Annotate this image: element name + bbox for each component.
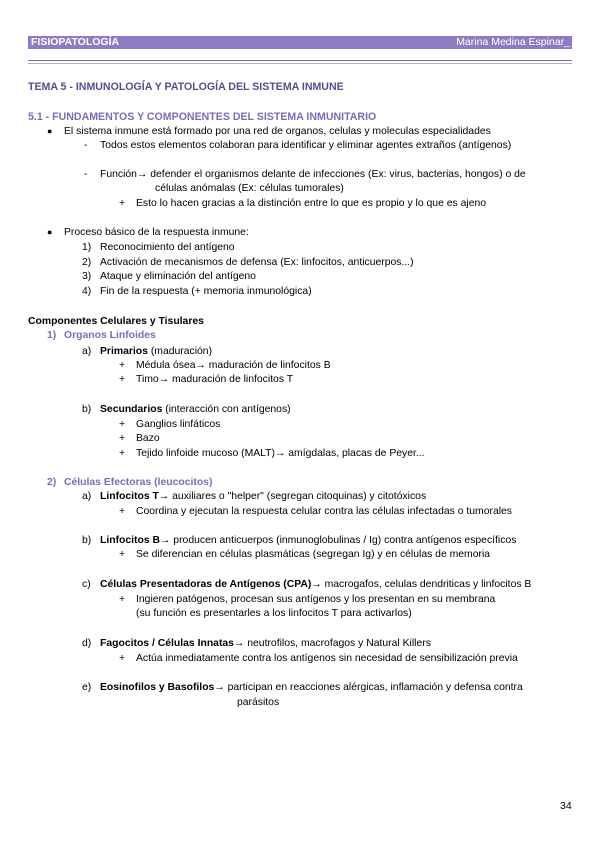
- plus-marker: +: [119, 419, 126, 430]
- plus-marker: +: [119, 198, 126, 209]
- cells-eosinophils-cont: parásitos: [237, 697, 280, 708]
- cells-t-detail: Coordina y ejecutan la respuesta celular contra las células infectadas o tumorales: [136, 506, 513, 517]
- organs-secondary-desc: (interacción con antígenos): [162, 404, 291, 415]
- header-subject: FISIOPATOLOGÍA: [31, 36, 120, 48]
- page-number: 34: [560, 800, 572, 812]
- organs-number: 1): [47, 330, 57, 341]
- cells-eosinophils-label: Eosinofilos y Basofilos: [100, 682, 215, 693]
- cells-eosinophils-desc: → participan en reacciones alérgicas, inflamación y defensa contra: [214, 682, 523, 693]
- cells-b-desc: → producen anticuerpos (inmunoglobulinas / Ig) contra antígenos específicos: [160, 535, 517, 546]
- plus-marker: +: [119, 594, 126, 605]
- item-letter: b): [82, 535, 92, 546]
- cells-eosinophils: [100, 681, 523, 694]
- step-number: 2): [82, 257, 92, 268]
- intro-plus-1: Esto lo hacen gracias a la distinción entre lo que es propio y lo que es ajeno: [136, 198, 487, 209]
- item-letter: a): [82, 491, 92, 502]
- organs-primary-desc: (maduración): [147, 346, 213, 357]
- plus-marker: +: [119, 549, 126, 560]
- organs-secondary-item: Bazo: [136, 433, 160, 444]
- cells-t-desc: → auxiliares o "helper" (segregan citoquinas) y citotóxicos: [158, 491, 427, 502]
- plus-marker: +: [119, 360, 126, 371]
- cells-t-label: Linfocitos T: [100, 491, 159, 502]
- bullet-dot: ●: [47, 126, 53, 136]
- organs-secondary-label: Secundarios: [100, 404, 163, 415]
- cells-t-lymphocytes: [100, 490, 426, 503]
- organs-primary-label: Primarios: [100, 346, 148, 357]
- header-divider-secondary: [28, 63, 572, 64]
- cells-phagocytes: [100, 637, 431, 650]
- step-number: 4): [82, 286, 92, 297]
- intro-bullet-2: Proceso básico de la respuesta inmune:: [64, 227, 249, 238]
- step-text: Ataque y eliminación del antígeno: [100, 271, 256, 282]
- header-divider: [28, 60, 572, 61]
- intro-dash-1: Todos estos elementos colaboran para identificar y eliminar agentes extraños (antígenos): [100, 140, 512, 151]
- cells-b-lymphocytes: [100, 534, 516, 547]
- organs-secondary-item: Ganglios linfáticos: [136, 419, 221, 430]
- cells-phagocytes-label: Fagocitos / Células Innatas: [100, 638, 234, 649]
- item-letter: b): [82, 404, 92, 415]
- dash-marker: -: [84, 169, 88, 180]
- step-number: 3): [82, 271, 92, 282]
- cells-cpa-detail-cont: (su función es presentarles a los linfocitos T para activarlos): [136, 608, 412, 619]
- plus-marker: +: [119, 374, 126, 385]
- cells-number: 2): [47, 477, 57, 488]
- plus-marker: +: [119, 448, 126, 459]
- cells-cpa-desc: → macrogafos, celulas dendriticas y linfocitos B: [311, 579, 532, 590]
- header-author: Marina Medina Espinar_: [456, 36, 570, 48]
- cells-b-detail: Se diferencian en células plasmáticas (segregan Ig) y en células de memoria: [136, 549, 491, 560]
- organs-primary: [100, 345, 212, 358]
- step-number: 1): [82, 242, 92, 253]
- item-letter: e): [82, 682, 92, 693]
- cells-phagocytes-detail: Actúa inmediatamente contra los antígenos sin necesidad de sensibilización previa: [136, 653, 518, 664]
- intro-dash-2: Función→ defender el organismos delante de infecciones (Ex: virus, bacterias, hongos) o de: [100, 169, 526, 180]
- item-letter: c): [82, 579, 91, 590]
- cells-cpa-label: Células Presentadoras de Antígenos (CPA): [100, 579, 312, 590]
- plus-marker: +: [119, 653, 126, 664]
- section-title: 5.1 - FUNDAMENTOS Y COMPONENTES DEL SISTEMA INMUNITARIO: [28, 111, 377, 123]
- cells-b-label: Linfocitos B: [100, 535, 161, 546]
- organs-secondary: [100, 403, 291, 416]
- organs-title: Organos Linfoides: [64, 330, 156, 341]
- components-heading: Componentes Celulares y Tisulares: [28, 316, 204, 327]
- cells-cpa: [100, 578, 531, 591]
- plus-marker: +: [119, 506, 126, 517]
- step-text: Fin de la respuesta (+ memoria inmunológica): [100, 286, 312, 297]
- item-letter: a): [82, 346, 92, 357]
- plus-marker: +: [119, 433, 126, 444]
- cells-phagocytes-desc: → neutrofilos, macrofagos y Natural Killers: [233, 638, 431, 649]
- intro-dash-2-cont: células anómalas (Ex: células tumorales): [155, 183, 344, 194]
- dash-marker: -: [84, 140, 88, 151]
- page-title: TEMA 5 - INMUNOLOGÍA Y PATOLOGÍA DEL SISTEMA INMUNE: [28, 81, 344, 93]
- organs-primary-item: Timo→ maduración de linfocitos T: [136, 374, 294, 385]
- page-header: [28, 36, 572, 49]
- step-text: Activación de mecanismos de defensa (Ex: linfocitos, anticuerpos...): [100, 257, 414, 268]
- step-text: Reconocimiento del antígeno: [100, 242, 235, 253]
- cells-title: Células Efectoras (leucocitos): [64, 477, 213, 488]
- intro-bullet-1: El sistema inmune está formado por una red de organos, celulas y moleculas especialidades: [64, 126, 491, 137]
- bullet-dot: ●: [47, 227, 53, 237]
- cells-cpa-detail: Ingieren patógenos, procesan sus antígenos y los presentan en su membrana: [136, 594, 496, 605]
- organs-primary-item: Médula ósea→ maduración de linfocitos B: [136, 360, 331, 371]
- organs-secondary-item: Tejido linfoide mucoso (MALT)→ amígdalas, placas de Peyer...: [136, 448, 425, 459]
- item-letter: d): [82, 638, 92, 649]
